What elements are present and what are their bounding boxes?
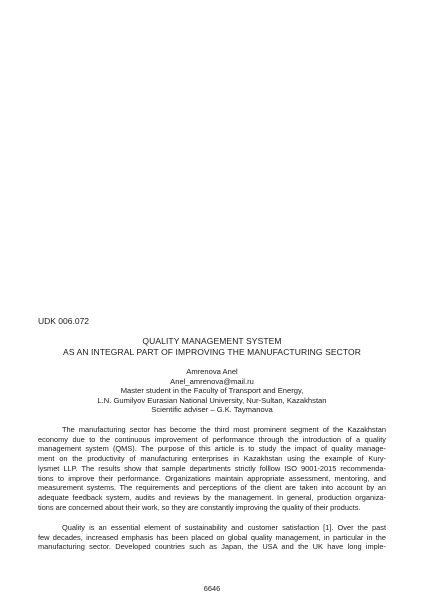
- abstract-line: lysmet LLP. The results show that sample departments strictly folllow ISO 9001-2015 recommenda-: [38, 463, 386, 473]
- abstract-line: tions to improve their performance. Organizations maintain appropriate assessment, mentoring, and: [38, 473, 386, 483]
- abstract-line: adequate feedback system, audits and reviews by the management. In general, production organiza-: [38, 492, 386, 502]
- article-title-line-2: AS AN INTEGRAL PART OF IMPROVING THE MANUFACTURING SECTOR: [63, 347, 361, 357]
- body-line: manufacturing sector. Developed countries such as Japan, the USA and the UK have long imple-: [38, 542, 386, 552]
- body-line: Quality is an essential element of sustainability and customer satisfaction [1]. Over the past: [62, 523, 386, 532]
- abstract-paragraph: [38, 425, 386, 512]
- body-line: few decades, increased emphasis has been placed on global quality management, in particular in the: [38, 532, 386, 542]
- author-affiliation-1: Master student in the Faculty of Transport and Energy,: [120, 386, 304, 396]
- author-name: Amrenova Anel: [186, 367, 238, 376]
- article-title-line-1: QUALITY MANAGEMENT SYSTEM: [142, 336, 282, 346]
- author-affiliation-2: L.N. Gumilyov Eurasian National University, Nur-Sultan, Kazakhstan: [97, 395, 327, 405]
- abstract-line: ment on the productivity of manufacturing enterprises in Kazakhstan using the example of Kury-: [38, 454, 386, 464]
- scientific-adviser: Scientific adviser – G.K. Taymanova: [151, 405, 273, 415]
- abstract-line: management system (QMS). The purpose of this article is to study the impact of quality manage-: [38, 444, 386, 454]
- author-block: [38, 367, 386, 415]
- abstract-line: economy due to the continuous improvement of performance through the introduction of a quality: [38, 434, 386, 444]
- abstract-line: The manufacturing sector has become the third most prominent segment of the Kazakhstan: [62, 425, 386, 434]
- abstract-line: tions are concerned about their work, so they are constantly improving the quality of their products.: [38, 502, 361, 512]
- body-paragraph: [38, 523, 386, 552]
- udk-code: UDK 006.072: [38, 316, 90, 326]
- abstract-line: measurement systems. The requirements and perceptions of the client are taken into account by an: [38, 483, 386, 493]
- author-email: Anel_amrenova@mail.ru: [170, 376, 254, 386]
- page-number: 6646: [203, 584, 221, 593]
